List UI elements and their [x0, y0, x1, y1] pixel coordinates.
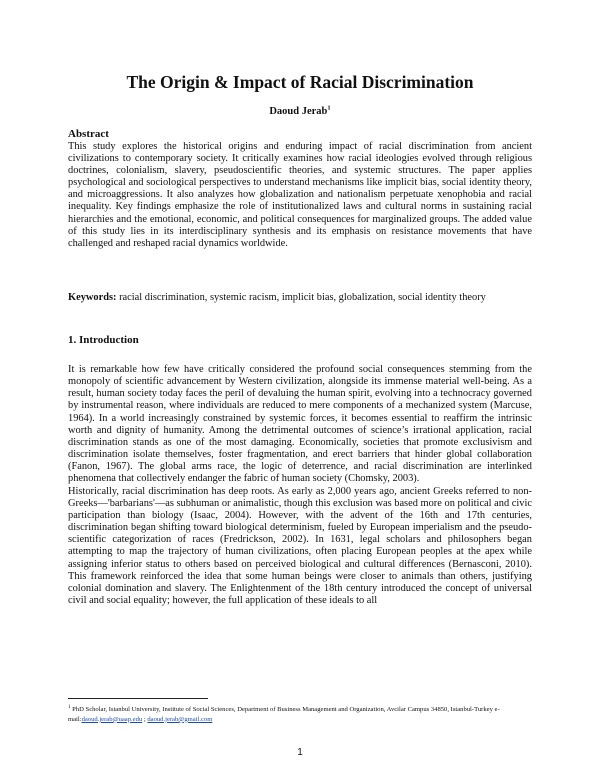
footnote-email-link-2[interactable]: daoud.jerab@gmail.com [147, 715, 213, 723]
introduction-paragraph-1: It is remarkable how few have critically considered the profound social consequences stemming from the monopoly of scientific advancement by Western civilization, alongside its immense material well-being. As a result, human society today faces the peril of devaluing the human spirit, evolving into a technocracy governed by instrumental reason, where individuals are reduced to mere components of a mechanized system (Marcuse, 1964). In a world increasingly constrained by systemic forces, it becomes essential to reaffirm the intrinsic worth and dignity of humanity. Among the detrimental outcomes of science’s irrational application, racial discrimination stands as one of the most damaging. Economically, societies that promote exclusivism and discrimination isolate themselves, foster fragmentation, and erect barriers that hinder global collaboration (Fanon, 1967). The global arms race, the logic of deterrence, and racial discrimination are interlinked phenomena that collectively endanger the fabric of human society (Chomsky, 2003). [68, 364, 532, 485]
keywords [68, 292, 532, 304]
paper-title: The Origin & Impact of Racial Discrimination [126, 72, 474, 92]
introduction-body [68, 364, 532, 607]
abstract-text: This study explores the historical origins and enduring impact of racial discrimination from ancient civilizations to contemporary society. It critically examines how racial ideologies evolved through religious doctrines, colonialism, slavery, pseudoscientific theories, and systemic structures. The paper applies psychological and sociological perspectives to understand mechanisms like implicit bias, social identity theory, and microaggressions. It also analyzes how globalization and nationalism perpetuate xenophobia and racial inequality. Key findings emphasize the role of institutionalized laws and cultural norms in sustaining racial hierarchies and the emotional, economic, and political consequences for marginalized groups. The added value of this study lies in its interdisciplinary synthesis and its emphasis on resistance movements that have challenged and reshaped racial dynamics worldwide. [68, 141, 532, 249]
author-footnote-mark: 1 [327, 104, 331, 112]
abstract-heading: Abstract [68, 128, 109, 140]
keywords-text: racial discrimination, systemic racism, implicit bias, globalization, social identity theory [119, 292, 486, 303]
footnote [68, 703, 532, 724]
author-line [0, 106, 600, 117]
footnote-divider [68, 698, 208, 699]
keywords-label: Keywords: [68, 292, 117, 303]
footnote-mark: 1 [68, 705, 71, 710]
footnote-email-link-1[interactable]: daoud.jerab@uaap.edu [81, 715, 143, 723]
footnote-text: PhD Scholar, Istanbul University, Institute of Social Sciences, Department of Business Management and Organization, Avcilar Campus 34850, Istanbul-Turkey e-mail: [68, 706, 500, 723]
author-name: Daoud Jerab [269, 106, 328, 117]
footnote-email-separator: ; [142, 715, 148, 723]
introduction-paragraph-2: Historically, racial discrimination has deep roots. As early as 2,000 years ago, ancient Greeks referred to non-Greeks—'barbarians'—as subhuman or animalistic, though this exclusion was based more on political and civic participation than biology (Isaac, 2004). However, with the advent of the 16th and 17th centuries, discrimination began shifting toward biological determinism, fueled by European imperialism and the pseudo-scientific categorization of races (Fredrickson, 2002). In 1631, legal scholars and philosophers began attempting to map the trajectory of human civilizations, often placing European peoples at the apex while assigning inferior status to others based on perceived biological and cultural differences (Bernasconi, 2010). This framework reinforced the idea that some human beings were closer to animals than others, justifying colonial domination and slavery. The Enlightenment of the 18th century introduced the concept of universal civil and social equality; however, the full application of these ideals to all [68, 485, 532, 606]
introduction-heading: 1. Introduction [68, 334, 139, 346]
page-number: 1 [297, 747, 303, 758]
